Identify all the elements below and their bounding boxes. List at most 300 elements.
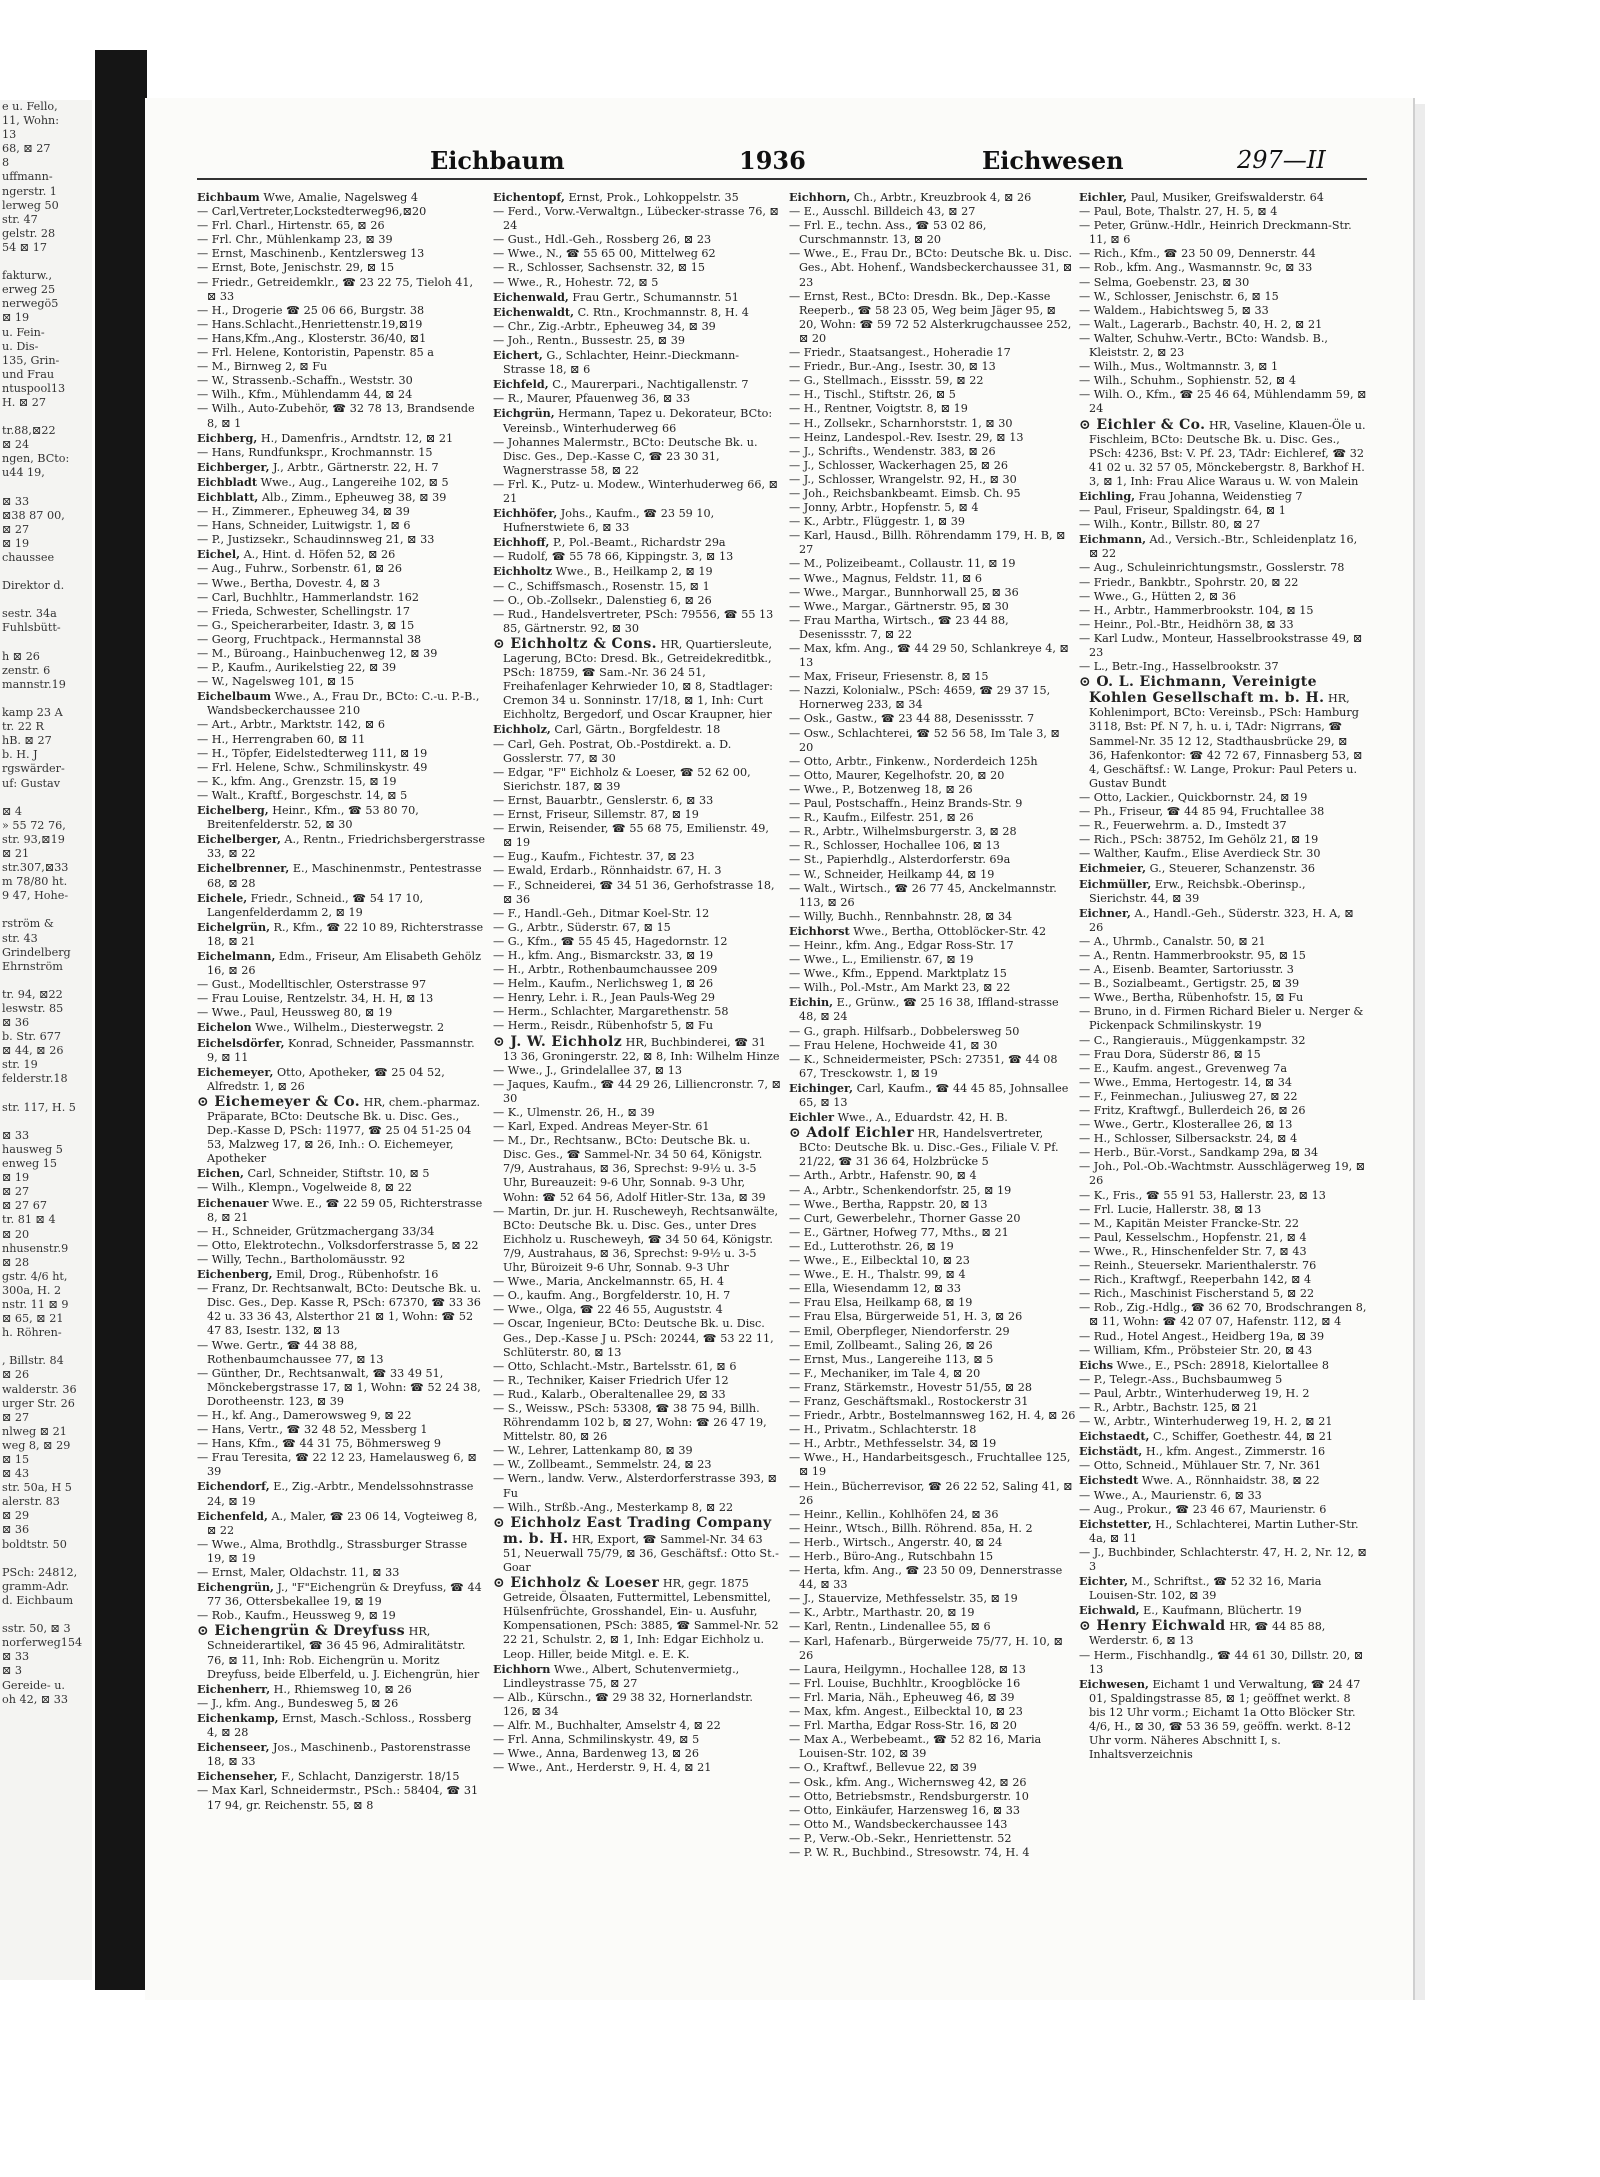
entry-details: — Carl, Geh. Postrat, Ob.-Postdirekt. a. D. Gosslerstr. 77, ⊠ 30 xyxy=(493,737,732,765)
directory-entry xyxy=(789,417,1077,431)
entry-details: — Frl. Chr., Mühlenkamp 23, ⊠ 39 xyxy=(197,233,393,247)
directory-entry xyxy=(493,594,781,608)
entry-details: A., Handl.-Geh., Süderstr. 323, H. A, ⊠ 26 xyxy=(1089,906,1354,934)
entry-surname: Eichhorn xyxy=(493,1661,551,1676)
previous-page-line: hausweg 5 xyxy=(2,1142,63,1156)
entry-surname: Eichenseher, xyxy=(197,1769,278,1784)
directory-entry xyxy=(197,446,485,460)
previous-page-line: ⊠ 33 xyxy=(2,1128,30,1142)
directory-entry xyxy=(1079,977,1367,991)
entry-details: Frau Johanna, Weidenstieg 7 xyxy=(1138,489,1303,503)
entry-details: Wwe. A., Rönnhaidstr. 38, ⊠ 22 xyxy=(1141,1474,1320,1488)
previous-page-line: hB. ⊠ 27 xyxy=(2,734,52,748)
directory-entry xyxy=(789,205,1077,219)
previous-page-line xyxy=(2,692,92,706)
entry-details: — St., Papierhdlg., Alsterdorferstr. 69a xyxy=(789,853,1011,867)
directory-entry xyxy=(493,1472,781,1500)
entry-details: — H., Privatm., Schlachterstr. 18 xyxy=(789,1423,977,1437)
directory-entry xyxy=(197,661,485,675)
entry-details: — Wwe., R., Hohestr. 72, ⊠ 5 xyxy=(493,275,659,289)
entry-details: — Otto, Schneid., Mühlauer Str. 7, Nr. 361 xyxy=(1079,1459,1321,1473)
directory-entry xyxy=(789,811,1077,825)
entry-details: — H., kf. Ang., Damerowsweg 9, ⊠ 22 xyxy=(197,1408,412,1422)
directory-entry xyxy=(1079,1104,1367,1118)
previous-page-line: ngen, BCto: xyxy=(2,452,70,466)
entry-details: — Karl, Hausd., Billh. Röhrendamm 179, H. B, ⊠ 27 xyxy=(789,529,1066,557)
entry-details: Wwe., Wilhelm., Diesterwegstr. 2 xyxy=(255,1021,445,1035)
entry-surname: Eichel, xyxy=(197,547,240,562)
directory-entry xyxy=(789,797,1077,811)
directory-entry xyxy=(493,205,781,233)
directory-entry xyxy=(493,738,781,766)
previous-page-line: boldtstr. 50 xyxy=(2,1537,67,1551)
directory-entry xyxy=(789,727,1077,755)
previous-page-line: ⊠ 33 xyxy=(2,1650,30,1664)
directory-entry xyxy=(197,402,485,430)
directory-entry xyxy=(1079,847,1367,861)
directory-entry xyxy=(789,1395,1077,1409)
directory-entry xyxy=(493,233,781,247)
entry-details: — G., Stellmach., Eissstr. 59, ⊠ 22 xyxy=(789,374,984,388)
entry-details: — J., Schlosser, Wackerhagen 25, ⊠ 26 xyxy=(789,458,1008,472)
previous-page-line: alerstr. 83 xyxy=(2,1495,60,1509)
directory-entry xyxy=(197,1094,485,1166)
entry-details: — K., kfm. Ang., Grenzstr. 15, ⊠ 19 xyxy=(197,774,397,788)
directory-entry xyxy=(1079,518,1367,532)
directory-entry xyxy=(789,1733,1077,1761)
directory-entry xyxy=(197,276,485,304)
directory-entry xyxy=(197,747,485,761)
entry-surname: Eichmüller, xyxy=(1079,876,1152,891)
directory-entry xyxy=(789,755,1077,769)
previous-page-line: nerwegö5 xyxy=(2,297,59,311)
entry-details: — Herm., Schlachter, Margarethenstr. 58 xyxy=(493,1005,729,1019)
entry-details: — Ernst, Bote, Jenischstr. 29, ⊠ 15 xyxy=(197,261,395,275)
entry-details: — Max, Friseur, Friesenstr. 8, ⊠ 15 xyxy=(789,670,989,684)
entry-details: — Frau Louise, Rentzelstr. 34, H. H, ⊠ 13 xyxy=(197,992,434,1006)
previous-page-line: ⊠ 27 xyxy=(2,1410,30,1424)
directory-entry xyxy=(789,1761,1077,1775)
entry-details: — Friedr., Arbtr., Bostelmannsweg 162, H. 4, ⊠ 26 xyxy=(789,1409,1076,1423)
entry-details: Alb., Zimm., Epheuweg 38, ⊠ 39 xyxy=(261,490,447,504)
previous-page-line: ⊠ 3 xyxy=(2,1664,23,1678)
previous-page-line: Ehrnström xyxy=(2,959,63,973)
entry-details: — Karl, Exped. Andreas Meyer-Str. 61 xyxy=(493,1120,710,1134)
page-header xyxy=(145,146,1413,186)
directory-entry xyxy=(789,1508,1077,1522)
previous-page-line: Fuhlsbütt- xyxy=(2,621,61,635)
entry-surname: Eichenwaldt, xyxy=(493,304,574,319)
entry-details: — Ernst, Friseur, Sillemstr. 87, ⊠ 19 xyxy=(493,808,699,822)
previous-page-line: 54 ⊠ 17 xyxy=(2,240,47,254)
directory-entry xyxy=(197,1367,485,1409)
directory-entry xyxy=(197,190,485,205)
entry-details: — W., Arbtr., Winterhuderweg 19, H. 2, ⊠ 21 xyxy=(1079,1415,1333,1429)
previous-page-line: 11, Wohn: xyxy=(2,114,60,128)
directory-entry xyxy=(789,515,1077,529)
previous-page-line xyxy=(2,1340,92,1354)
entry-details: — Herta, kfm. Ang., ☎ 23 50 09, Dennerstrasse 44, ⊠ 33 xyxy=(789,1564,1063,1592)
entry-details: — Johannes Malermstr., BCto: Deutsche Bk. u. Disc. Ges., Dep.-Kasse C, ☎ 23 30 31, Wagnerstrasse 58, ⊠ 22 xyxy=(493,435,758,477)
entry-surname: Eichstaedt, xyxy=(1079,1429,1150,1444)
directory-entry xyxy=(197,1509,485,1538)
previous-page-line: , Billstr. 84 xyxy=(2,1354,64,1368)
directory-entry xyxy=(493,907,781,921)
entry-details: Heinr., Kfm., ☎ 53 80 70, Breitenfelderstr. 52, ⊠ 30 xyxy=(207,804,419,832)
entry-details: — Rich., Kraftwgf., Reeperbahn 142, ⊠ 4 xyxy=(1079,1273,1312,1287)
directory-entry xyxy=(493,190,781,205)
previous-page-line: str. 93,⊠19 xyxy=(2,832,65,846)
entry-details: — Frl. Anna, Schmilinskystr. 49, ⊠ 5 xyxy=(493,1733,700,1747)
entry-surname: ⊙ Eichemeyer & Co. xyxy=(197,1093,361,1110)
entry-details: — H., kfm. Ang., Bismarckstr. 33, ⊠ 19 xyxy=(493,948,714,962)
entry-details: — Wwe., Olga, ☎ 22 46 55, Auguststr. 4 xyxy=(493,1303,723,1317)
entry-details: — Frl. Charl., Hirtenstr. 65, ⊠ 26 xyxy=(197,219,385,233)
entry-details: A., Rentn., Friedrichsbergerstrasse 33, ⊠ 22 xyxy=(207,833,485,861)
entry-details: — Erwin, Reisender, ☎ 55 68 75, Emilienstr. 49, ⊠ 19 xyxy=(493,822,769,850)
directory-entry xyxy=(789,346,1077,360)
entry-details: — Rud., Hotel Angest., Heidberg 19a, ⊠ 39 xyxy=(1079,1329,1325,1343)
directory-entry xyxy=(789,1564,1077,1592)
entry-details: — H., Drogerie ☎ 25 06 66, Burgstr. 38 xyxy=(197,303,425,317)
entry-surname: Eichstedt xyxy=(1079,1473,1139,1488)
directory-entry xyxy=(197,761,485,775)
entry-details: — H., Zimmerer., Epheuweg 34, ⊠ 39 xyxy=(197,505,410,519)
directory-entry xyxy=(493,320,781,334)
entry-details: — H., Herrengraben 60, ⊠ 11 xyxy=(197,732,366,746)
entry-details: — Hans, Rundfunkspr., Krochmannstr. 15 xyxy=(197,445,433,459)
directory-entry xyxy=(1079,1459,1367,1473)
previous-page-line: nhusenstr.9 xyxy=(2,1241,69,1255)
entry-details: H., Schlachterei, Martin Luther-Str. 4a, ⊠ 11 xyxy=(1089,1517,1359,1545)
directory-entry xyxy=(1079,1090,1367,1104)
directory-entry xyxy=(1079,590,1367,604)
directory-entry xyxy=(789,600,1077,614)
directory-entry xyxy=(789,1451,1077,1479)
entry-details: — M., Dr., Rechtsanw., BCto: Deutsche Bk. u. Disc. Ges., ☎ Sammel-Nr. 34 50 64, Königstr. 7/9, Austrahaus, ⊠ 36, Sprechst: 9-9½ u. 3-5 Uhr, Bureauzeit: 9-6 Uhr, Sonnab. 9-3 Uhr, Wohn: ☎ 52 64 56, Adolf Hitler-Str. 13a, ⊠ 39 xyxy=(493,1134,766,1204)
previous-page-line: und Frau xyxy=(2,367,55,381)
previous-page-line: ⊠ 26 xyxy=(2,1368,30,1382)
directory-entry xyxy=(493,1761,781,1775)
entry-details: — Ernst, Bauarbtr., Genslerstr. 6, ⊠ 33 xyxy=(493,793,714,807)
directory-entry xyxy=(789,1804,1077,1818)
directory-entry xyxy=(1079,861,1367,876)
right-guide-word: Eichwesen xyxy=(982,146,1124,175)
entry-details: A., Hint. d. Höfen 52, ⊠ 26 xyxy=(243,548,396,562)
directory-entry xyxy=(1079,318,1367,332)
entry-details: Carl, Kaufm., ☎ 44 45 85, Johnsallee 65, ⊠ 13 xyxy=(799,1081,1069,1109)
previous-page-line: sstr. 50, ⊠ 3 xyxy=(2,1622,71,1636)
directory-entry xyxy=(493,1374,781,1388)
directory-entry xyxy=(493,436,781,478)
directory-entry xyxy=(493,1289,781,1303)
entry-details: Johs., Kaufm., ☎ 23 59 10, Hufnerstwiete 6, ⊠ 33 xyxy=(503,507,715,535)
entry-details: — M., Birnweg 2, ⊠ Fu xyxy=(197,360,328,374)
entry-details: — W., Zollbeamt., Semmelstr. 24, ⊠ 23 xyxy=(493,1458,712,1472)
entry-surname: Eichberg, xyxy=(197,430,258,445)
directory-entry xyxy=(789,967,1077,981)
entry-details: HR, Export, ☎ Sammel-Nr. 34 63 51, Neuerwall 75/79, ⊠ 36, Geschäftsf.: Otto St.-Goar xyxy=(503,1532,779,1574)
directory-entry xyxy=(789,1832,1077,1846)
previous-page-line: ⊠ 44, ⊠ 26 xyxy=(2,1044,64,1058)
previous-page-line: u. Dis- xyxy=(2,339,39,353)
previous-page-line xyxy=(2,1608,92,1622)
directory-entry xyxy=(789,1705,1077,1719)
entry-details: — Ernst, Mus., Langereihe 113, ⊠ 5 xyxy=(789,1352,994,1366)
directory-entry xyxy=(789,374,1077,388)
directory-entry xyxy=(197,733,485,747)
previous-page-line: gelstr. 28 xyxy=(2,226,56,240)
entry-details: — Max, kfm. Angest., Eilbecktal 10, ⊠ 23 xyxy=(789,1705,1023,1719)
directory-entry xyxy=(789,1282,1077,1296)
directory-entry xyxy=(493,1064,781,1078)
directory-entry xyxy=(493,247,781,261)
directory-entry xyxy=(197,949,485,978)
directory-entry xyxy=(197,360,485,374)
previous-page-line: leswstr. 85 xyxy=(2,1002,64,1015)
entry-details: — Martin, Dr. jur. H. Ruscheweyh, Rechtsanwälte, BCto: Deutsche Bk. u. Disc. Ges., unter Dres Eichholz u. Ruscheweyh, ☎ 34 50 64, Königstr. 7/9, Austrahaus, ⊠ 36, Sprechst: 9-9½ u. 3-5 Uhr, Büroizeit 9-6 Uhr, Sonnab. 9-3 Uhr xyxy=(493,1204,778,1275)
entry-details: Paul, Musiker, Greifswalderstr. 64 xyxy=(1130,191,1324,204)
directory-entry xyxy=(493,1106,781,1120)
directory-entry xyxy=(493,535,781,550)
entry-details: — G., Arbtr., Süderstr. 67, ⊠ 15 xyxy=(493,920,671,934)
previous-page-line: ⊠ 43 xyxy=(2,1467,30,1481)
entries-column-1 xyxy=(197,190,485,1980)
directory-entry xyxy=(1079,1677,1367,1763)
directory-entry xyxy=(197,992,485,1006)
directory-entry xyxy=(789,1381,1077,1395)
entry-details: — Rich., Kfm., ☎ 23 50 09, Dennerstr. 44 xyxy=(1079,247,1316,261)
previous-page-line: uffmann- xyxy=(2,170,53,184)
entry-details: — Curt, Gewerbelehr., Thorner Gasse 20 xyxy=(789,1211,1021,1225)
entry-surname: Eichmeier, xyxy=(1079,861,1147,876)
previous-page-line: u. Fein- xyxy=(2,325,45,339)
entry-details: — Franz, Dr. Rechtsanwalt, BCto: Deutsche Bk. u. Disc. Ges., Dep. Kasse R, PSch: 67370, ☎ 33 36 42 u. 33 36 43, Alsterthor 21 ⊠ 1, Wohn: ☎ 52 47 83, Isestr. 132, ⊠ 13 xyxy=(197,1282,482,1338)
directory-entry xyxy=(197,1566,485,1580)
directory-entry xyxy=(1079,576,1367,590)
entry-details: — Wwe., Alma, Brothdlg., Strassburger Strasse 19, ⊠ 19 xyxy=(197,1537,468,1565)
directory-entry xyxy=(493,1360,781,1374)
directory-entry xyxy=(493,580,781,594)
entry-surname: Eichelberger, xyxy=(197,832,281,847)
directory-entry xyxy=(493,1134,781,1204)
previous-page-line: ⊠ 19 xyxy=(2,536,30,550)
directory-entry xyxy=(493,608,781,636)
entry-details: — Paul, Friseur, Spaldingstr. 64, ⊠ 1 xyxy=(1079,504,1286,518)
entry-details: — Eug., Kaufm., Fichtestr. 37, ⊠ 23 xyxy=(493,850,695,864)
previous-page-line: enweg 15 xyxy=(2,1157,57,1171)
entry-details: — Otto, Schlacht.-Mstr., Bartelsstr. 61, ⊠ 6 xyxy=(493,1359,737,1373)
entry-surname: Eichelsdörfer, xyxy=(197,1035,285,1050)
entry-details: — Frieda, Schwester, Schellingstr. 17 xyxy=(197,604,410,618)
left-guide-word: Eichbaum xyxy=(430,146,565,175)
directory-entry xyxy=(197,1006,485,1020)
previous-page-line: 300a, H. 2 xyxy=(2,1283,62,1297)
entry-details: Wwe., B., Heilkamp 2, ⊠ 19 xyxy=(555,565,713,579)
entry-details: — J., kfm. Ang., Bundesweg 5, ⊠ 26 xyxy=(197,1696,399,1710)
entry-details: — Wwe., Anna, Bardenweg 13, ⊠ 26 xyxy=(493,1747,700,1761)
directory-entry xyxy=(493,1388,781,1402)
directory-entry xyxy=(493,977,781,991)
directory-entry xyxy=(789,445,1077,459)
directory-entry xyxy=(493,348,781,377)
entry-details: — R., Arbtr., Bachstr. 125, ⊠ 21 xyxy=(1079,1400,1259,1414)
directory-entry xyxy=(789,501,1077,515)
entry-details: — Jonny, Arbtr., Hopfenstr. 5, ⊠ 4 xyxy=(789,501,979,515)
directory-entry xyxy=(789,1310,1077,1324)
entry-details: Edm., Friseur, Am Elisabeth Gehölz 16, ⊠ 26 xyxy=(207,949,481,978)
directory-entry xyxy=(789,487,1077,501)
directory-entry xyxy=(1079,1649,1367,1677)
directory-entry xyxy=(789,1620,1077,1634)
entry-details: J., Arbtr., Gärtnerstr. 22, H. 7 xyxy=(273,460,439,474)
entry-details: — K., Ulmenstr. 26, H., ⊠ 39 xyxy=(493,1106,655,1119)
entry-surname: Eichhöfer, xyxy=(493,506,558,521)
entry-details: C., Maurerpari., Nachtigallenstr. 7 xyxy=(552,378,749,392)
directory-entry xyxy=(493,949,781,963)
directory-entry xyxy=(197,1339,485,1367)
entry-details: — Ewald, Erdarb., Rönnhaidstr. 67, H. 3 xyxy=(493,864,722,878)
entry-surname: Eichbaum xyxy=(197,190,260,204)
entry-surname: ⊙ Eichholtz & Cons. xyxy=(493,635,657,652)
directory-page xyxy=(145,98,1415,2000)
previous-page-line: ngerstr. 1 xyxy=(2,184,57,198)
directory-entry xyxy=(197,346,485,360)
directory-entry xyxy=(197,605,485,619)
directory-entry xyxy=(1079,1618,1367,1648)
directory-entry xyxy=(197,374,485,388)
entry-details: — S., Weissw., PSch: 53308, ☎ 38 75 94, Billh. Röhrendamm 102 b, ⊠ 27, Wohn: ☎ 26 47 19, Mittelstr. 80, ⊠ 26 xyxy=(493,1401,767,1444)
entry-details: — Joh., Reichsbankbeamt. Eimsb. Ch. 95 xyxy=(789,486,1021,500)
directory-entry xyxy=(197,832,485,861)
header-rule xyxy=(197,178,1367,180)
entry-details: — Joh., Rentn., Bussestr. 25, ⊠ 39 xyxy=(493,333,685,347)
directory-entry xyxy=(1079,1259,1367,1273)
directory-entry xyxy=(789,995,1077,1024)
entry-details: — Wwe., Margar., Gärtnerstr. 95, ⊠ 30 xyxy=(789,599,1009,613)
previous-page-line: str. 117, H. 5 xyxy=(2,1100,76,1114)
entry-surname: Eichert, xyxy=(493,348,543,363)
entry-details: — Fritz, Kraftwgf., Bullerdeich 26, ⊠ 26 xyxy=(1079,1104,1306,1117)
directory-entry xyxy=(789,1296,1077,1310)
directory-entry xyxy=(1079,1062,1367,1076)
entry-details: — Wwe., Ant., Herderstr. 9, H. 4, ⊠ 21 xyxy=(493,1761,712,1775)
entry-details: Wwe., A., Frau Dr., BCto: C.-u. P.-B., Wandsbeckerchaussee 210 xyxy=(207,690,480,718)
entry-details: — Wilh., Schuhm., Sophienstr. 52, ⊠ 4 xyxy=(1079,374,1296,388)
directory-entry xyxy=(1079,906,1367,935)
entry-details: E., Maschinenmstr., Pentestrasse 68, ⊠ 28 xyxy=(207,862,482,890)
entries-column-3 xyxy=(789,190,1077,1980)
entry-surname: Eichinger, xyxy=(789,1080,854,1095)
entry-details: — W., Nagelsweg 101, ⊠ 15 xyxy=(197,675,355,689)
entry-surname: ⊙ Adolf Eichler xyxy=(789,1125,915,1142)
entry-surname: Eichgrün, xyxy=(493,406,555,421)
entry-details: P., Pol.-Beamt., Richardstr 29a xyxy=(552,536,726,550)
entry-details: — Rich., Maschinist Fischerstand 5, ⊠ 22 xyxy=(1079,1287,1315,1301)
entry-details: — Walt., Wirtsch., ☎ 26 77 45, Anckelmannstr. 113, ⊠ 26 xyxy=(789,881,1057,909)
previous-page-line: ⊠ 27 xyxy=(2,1185,30,1199)
entry-details: — W., Strassenb.-Schaffn., Weststr. 30 xyxy=(197,374,413,388)
entry-details: HR, Quartiersleute, Lagerung, BCto: Dresd. Bk., Getreidekreditbk., PSch: 18759, ☎ Sam.-Nr. 36 24 51, Freihafenlager Kehrwieder 10, ⊠ 8, Stadtlager: Cremon 34 u. Sonninstr. 17/18, ⊠ 1, Inh: Curt Eichholtz, Bergedorf, und Oscar Kraupner, hier xyxy=(503,637,773,722)
entry-details: — Arth., Arbtr., Hafenstr. 90, ⊠ 4 xyxy=(789,1169,977,1183)
entry-details: Hermann, Tapez u. Dekorateur, BCto: Vereinsb., Winterhuderweg 66 xyxy=(503,407,773,435)
entry-details: Emil, Drog., Rübenhofstr. 16 xyxy=(276,1268,439,1282)
directory-entry xyxy=(197,577,485,591)
entry-details: — Jaques, Kaufm., ☎ 44 29 26, Lilliencronstr. 7, ⊠ 30 xyxy=(493,1077,781,1105)
entry-surname: ⊙ J. W. Eichholz xyxy=(493,1033,623,1050)
entry-details: — Franz, Geschäftsmakl., Rostockerstr 31 xyxy=(789,1394,1029,1408)
directory-entry xyxy=(493,392,781,406)
previous-page-line: fakturw., xyxy=(2,269,52,283)
entry-details: — Hans,Kfm.,Ang., Klosterstr. 36/40, ⊠1 xyxy=(197,331,427,345)
directory-entry xyxy=(197,1196,485,1225)
entry-details: — Herm., Reisdr., Rübenhofstr 5, ⊠ Fu xyxy=(493,1019,714,1033)
directory-entry xyxy=(493,1444,781,1458)
entry-details: — O., Ob.-Zollsekr., Dalenstieg 6, ⊠ 26 xyxy=(493,593,712,607)
entry-details: — H., Schlosser, Silbersackstr. 24, ⊠ 4 xyxy=(1079,1132,1298,1146)
entry-surname: Eichenherr, xyxy=(197,1681,271,1696)
entry-details: Carl, Gärtn., Borgfeldestr. 18 xyxy=(554,723,721,737)
directory-entry xyxy=(493,261,781,275)
directory-entry xyxy=(789,1409,1077,1423)
entry-surname: Eichin, xyxy=(789,995,834,1010)
entry-details: Ad., Versich.-Btr., Schleidenplatz 16, ⊠ 22 xyxy=(1089,533,1358,561)
directory-entry xyxy=(197,1623,485,1681)
entry-details: — Rob., Zig.-Hdlg., ☎ 36 62 70, Brodschrangen 8, ⊠ 11, Wohn: ☎ 42 07 07, Hafenstr. 112, ⊠ 4 xyxy=(1079,1301,1367,1329)
previous-page-line: ⊠ 20 xyxy=(2,1227,30,1241)
directory-entry xyxy=(197,1409,485,1423)
entry-surname: Eichs xyxy=(1079,1357,1114,1372)
entry-details: — P. W. R., Buchbind., Stresowstr. 74, H. 4 xyxy=(789,1845,1030,1859)
directory-entry xyxy=(197,1225,485,1239)
entry-details: — Herb., Wirtsch., Angerstr. 40, ⊠ 24 xyxy=(789,1535,1003,1549)
directory-entry xyxy=(789,910,1077,924)
directory-entry xyxy=(197,490,485,505)
entry-details: — Wwe., A., Maurienstr. 6, ⊠ 33 xyxy=(1079,1488,1262,1502)
directory-entry xyxy=(1079,1429,1367,1444)
entry-details: — Heinr., kfm. Ang., Edgar Ross-Str. 17 xyxy=(789,938,1014,952)
entry-surname: Eichelmann, xyxy=(197,948,276,963)
entry-details: — F., Schneiderei, ☎ 34 51 36, Gerhofstrasse 18, ⊠ 36 xyxy=(493,878,775,906)
entry-details: — Otto, Arbtr., Finkenw., Norderdeich 125h xyxy=(789,754,1038,768)
directory-entry xyxy=(197,431,485,446)
entry-details: — Herb., Bür.-Vorst., Sandkamp 29a, ⊠ 34 xyxy=(1079,1146,1319,1160)
entry-details: — Oscar, Ingenieur, BCto: Deutsche Bk. u. Disc. Ges., Dep.-Kasse J u. PSch: 20244, ☎ 53 22 11, Schlüterstr. 80, ⊠ 13 xyxy=(493,1317,774,1359)
directory-entry xyxy=(789,684,1077,712)
entry-details: — Ed., Lutterothstr. 26, ⊠ 19 xyxy=(789,1239,954,1253)
entries-column-2 xyxy=(493,190,781,1980)
entry-details: — Alfr. M., Buchhalter, Amselstr 4, ⊠ 22 xyxy=(493,1719,721,1733)
entry-details: — Otto, Lackier., Quickbornstr. 24, ⊠ 19 xyxy=(1079,790,1308,804)
directory-entry xyxy=(197,1697,485,1711)
entry-details: — M., Polizeibeamt., Collaustr. 11, ⊠ 19 xyxy=(789,557,1016,571)
entry-surname: ⊙ Eichler & Co. xyxy=(1079,416,1206,433)
previous-page-line: d. Eichbaum xyxy=(2,1593,74,1607)
directory-entry xyxy=(789,1125,1077,1169)
directory-entry xyxy=(493,1747,781,1761)
directory-entry xyxy=(789,1423,1077,1437)
entry-surname: Eichstädt, xyxy=(1079,1444,1143,1459)
directory-entry xyxy=(789,1039,1077,1053)
previous-page-line xyxy=(2,1087,92,1101)
directory-entry xyxy=(1079,632,1367,660)
previous-page-line xyxy=(2,593,92,607)
entry-details: — Herm., Fischhandlg., ☎ 44 61 30, Dillstr. 20, ⊠ 13 xyxy=(1079,1648,1364,1676)
entry-surname: Eichentopf, xyxy=(493,190,565,204)
entry-details: Wwe., A., Eduardstr. 42, H. B. xyxy=(837,1111,1008,1125)
directory-entry xyxy=(197,318,485,332)
previous-page-line: 9 47, Hohe- xyxy=(2,889,69,903)
